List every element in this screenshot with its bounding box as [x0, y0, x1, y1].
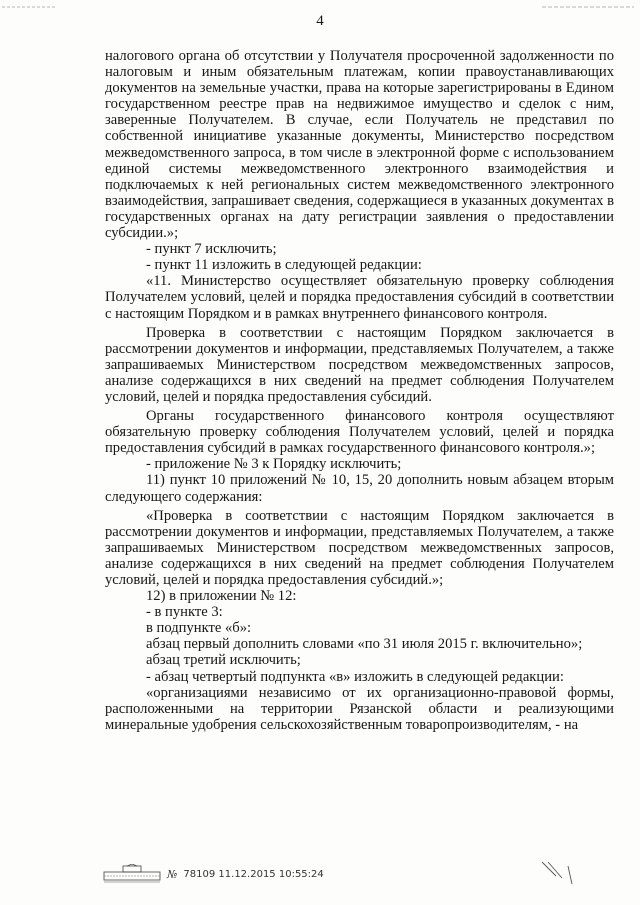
paragraph: «Проверка в соответствии с настоящим Порядком заключается в рассмотрении документов и информации, представляемых Получателем, а также запрашиваемых Министерством посредством межведомственных запросов, анализе содержащихся в них сведений на предмет соблюдения Получателем условий, целей и порядка предоставления субсидий.»; [105, 507, 614, 588]
registration-mark: № [167, 867, 178, 881]
paragraph: налогового органа об отсутствии у Получателя просроченной задолженности по налоговым и иным обязательным платежам, копии правоустанавливающих документов на земельные участки, права на которые зарегистрированы в Едином государственном реестре прав на недвижимое имущество и сделок с ним, заверенные Получателем. В случае, если Получатель не представил по собственной инициативе указанные документы, Министерство посредством межведомственного запроса, в том числе в электронной форме с использованием единой системы межведомственного электронного взаимодействия и подключаемых к ней региональных систем межведомственного электронного взаимодействия, запрашивает сведения, содержащиеся в указанных документах в государственных органах на дату регистрации заявления о предоставлении субсидии.»; [105, 48, 614, 242]
paragraph: Проверка в соответствии с настоящим Порядком заключается в рассмотрении документов и информации, представляемых Получателем, а также запрашиваемых Министерством посредством межведомственных запросов, анализе содержащихся в них сведений на предмет соблюдения Получателем условий, целей и порядка предоставления субсидий. [105, 324, 614, 405]
pen-mark-icon [538, 858, 578, 888]
paragraph: 11) пункт 10 приложений № 10, 15, 20 дополнить новым абзацем вторым следующего содержания: [105, 472, 614, 505]
paragraph: - абзац четвертый подпункта «в» изложить в следующей редакции: [146, 668, 564, 685]
paragraph: - в пункте 3: [146, 604, 223, 621]
paragraph: - приложение № 3 к Порядку исключить; [146, 456, 402, 473]
document-body [105, 48, 614, 733]
paragraph: - пункт 11 изложить в следующей редакции: [146, 257, 422, 274]
footer [103, 862, 324, 886]
paragraph: абзац третий исключить; [146, 652, 301, 669]
scan-artifact-left [0, 4, 60, 10]
paragraph: «11. Министерство осуществляет обязательную проверку соблюдения Получателем условий, целей и порядка предоставления субсидий в соответствии с настоящим Порядком и в рамках внутреннего финансового контроля. [105, 273, 614, 322]
paragraph: абзац первый дополнить словами «по 31 июля 2015 г. включительно»; [146, 636, 583, 653]
scan-artifact-right [540, 4, 636, 10]
paragraph: - пункт 7 исключить; [146, 241, 277, 258]
paragraph: 12) в приложении № 12: [146, 588, 297, 605]
publisher-logo-icon [103, 864, 161, 884]
paragraph: Органы государственного финансового контроля осуществляют обязательную проверку соблюдения Получателем условий, целей и порядка предоставления субсидий в рамках государственного финансового контроля.»; [105, 408, 614, 457]
registration-number-timestamp: 78109 11.12.2015 10:55:24 [183, 868, 324, 880]
paragraph: в подпункте «б»: [146, 620, 252, 637]
paragraph: «организациями независимо от их организационно-правовой формы, расположенными на территории Рязанской области и реализующими минеральные удобрения сельскохозяйственным товаропроизводителям, - на [105, 684, 614, 733]
page-number: 4 [316, 13, 324, 29]
